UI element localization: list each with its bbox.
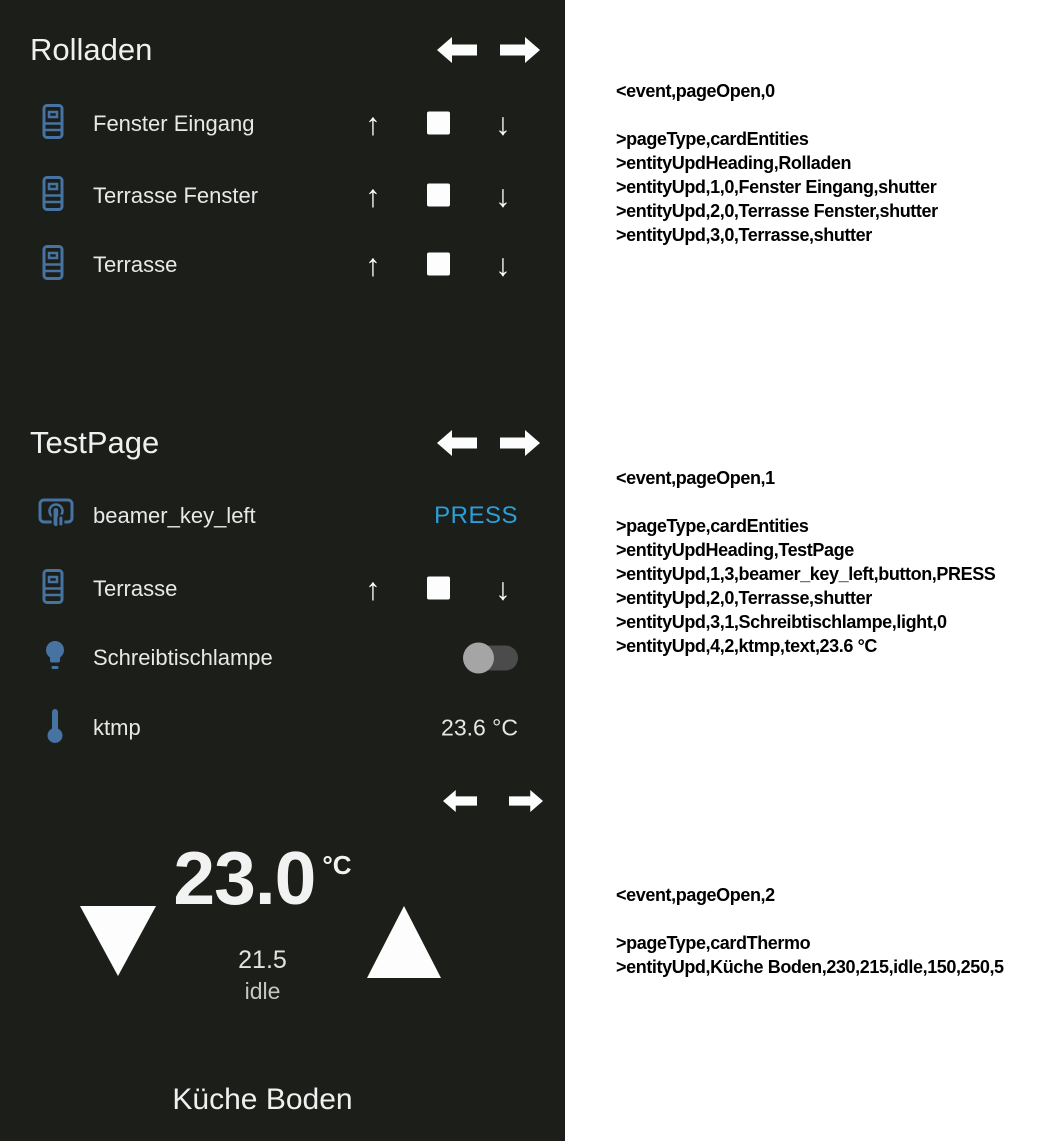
shutter-up-button[interactable]: ↑ bbox=[365, 247, 381, 283]
sensor-value: 23.6 °C bbox=[441, 714, 518, 741]
entity-row bbox=[0, 561, 565, 617]
entity-label: Schreibtischlampe bbox=[93, 645, 273, 670]
serial-block-page2 bbox=[616, 883, 1004, 979]
lightbulb-icon bbox=[44, 640, 66, 677]
window-shutter-icon bbox=[42, 104, 64, 145]
serial-line: >entityUpdHeading,TestPage bbox=[616, 540, 854, 560]
shutter-down-button[interactable]: ↓ bbox=[495, 571, 511, 607]
entity-row bbox=[0, 700, 565, 756]
shutter-up-button[interactable]: ↑ bbox=[365, 106, 381, 142]
shutter-up-button[interactable]: ↑ bbox=[365, 178, 381, 214]
window-shutter-icon bbox=[42, 569, 64, 610]
thermostat-name: Küche Boden bbox=[172, 1083, 353, 1116]
card3-nav-left-icon[interactable] bbox=[443, 786, 477, 816]
card3-nav-right-icon[interactable] bbox=[509, 786, 543, 816]
serial-line: >entityUpd,1,0,Fenster Eingang,shutter bbox=[616, 177, 937, 197]
serial-line: >entityUpd,1,3,beamer_key_left,button,PRESS bbox=[616, 564, 996, 584]
serial-log-pane bbox=[565, 0, 1045, 1141]
shutter-down-button[interactable]: ↓ bbox=[495, 247, 511, 283]
entity-row bbox=[0, 630, 565, 686]
entity-row bbox=[0, 237, 565, 293]
toggle-knob bbox=[463, 643, 494, 674]
shutter-up-button[interactable]: ↑ bbox=[365, 571, 381, 607]
serial-line: >entityUpdHeading,Rolladen bbox=[616, 153, 852, 173]
shutter-stop-button[interactable] bbox=[416, 574, 460, 605]
shutter-stop-button[interactable] bbox=[416, 250, 460, 281]
entity-row bbox=[0, 488, 565, 544]
window-shutter-icon bbox=[42, 245, 64, 286]
serial-event-line: <event,pageOpen,1 bbox=[616, 468, 775, 488]
serial-block-page0 bbox=[616, 79, 938, 247]
card2-nav-left-icon[interactable] bbox=[437, 428, 477, 458]
serial-block-page1 bbox=[616, 466, 995, 658]
light-toggle[interactable] bbox=[463, 643, 518, 674]
press-button[interactable]: PRESS bbox=[434, 502, 518, 529]
gesture-tap-button-icon bbox=[38, 497, 74, 536]
card1-nav-left-icon[interactable] bbox=[437, 35, 477, 65]
serial-blank-line bbox=[616, 907, 1004, 931]
hvac-state: idle bbox=[244, 978, 281, 1004]
entity-row bbox=[0, 96, 565, 152]
entity-label: Terrasse bbox=[93, 576, 178, 601]
serial-line: >pageType,cardThermo bbox=[616, 933, 811, 953]
serial-blank-line bbox=[616, 103, 938, 127]
current-temperature-value: 23.0 bbox=[173, 836, 316, 920]
stop-icon bbox=[427, 253, 450, 276]
serial-line: >entityUpd,Küche Boden,230,215,idle,150,250,5 bbox=[616, 957, 1004, 977]
serial-line: >entityUpd,2,0,Terrasse,shutter bbox=[616, 588, 872, 608]
shutter-stop-button[interactable] bbox=[416, 109, 460, 140]
shutter-down-button[interactable]: ↓ bbox=[495, 106, 511, 142]
entity-label: Fenster Eingang bbox=[93, 111, 255, 136]
target-temperature: 21.5 bbox=[238, 946, 287, 974]
serial-blank-line bbox=[616, 490, 995, 514]
temperature-unit: °C bbox=[322, 850, 352, 880]
card2-nav-right-icon[interactable] bbox=[500, 428, 540, 458]
serial-event-line: <event,pageOpen,0 bbox=[616, 81, 775, 101]
entity-label: Terrasse bbox=[93, 252, 178, 277]
entity-label: Terrasse Fenster bbox=[93, 183, 259, 208]
serial-line: >entityUpd,3,0,Terrasse,shutter bbox=[616, 225, 872, 245]
stop-icon bbox=[427, 577, 450, 600]
serial-event-line: <event,pageOpen,2 bbox=[616, 885, 775, 905]
serial-line: >entityUpd,2,0,Terrasse Fenster,shutter bbox=[616, 201, 938, 221]
serial-line: >pageType,cardEntities bbox=[616, 129, 809, 149]
window-shutter-icon bbox=[42, 176, 64, 217]
card1-nav-right-icon[interactable] bbox=[500, 35, 540, 65]
stop-icon bbox=[427, 184, 450, 207]
serial-line: >entityUpd,4,2,ktmp,text,23.6 °C bbox=[616, 636, 877, 656]
entity-label: beamer_key_left bbox=[93, 503, 256, 528]
serial-line: >entityUpd,3,1,Schreibtischlampe,light,0 bbox=[616, 612, 947, 632]
shutter-down-button[interactable]: ↓ bbox=[495, 178, 511, 214]
stop-icon bbox=[427, 112, 450, 135]
shutter-stop-button[interactable] bbox=[416, 181, 460, 212]
card2-heading: TestPage bbox=[30, 425, 160, 460]
current-temperature bbox=[0, 836, 525, 920]
entity-row bbox=[0, 168, 565, 224]
card1-heading: Rolladen bbox=[30, 32, 153, 67]
thermometer-icon bbox=[47, 708, 63, 749]
entity-label: ktmp bbox=[93, 715, 141, 740]
serial-line: >pageType,cardEntities bbox=[616, 516, 809, 536]
